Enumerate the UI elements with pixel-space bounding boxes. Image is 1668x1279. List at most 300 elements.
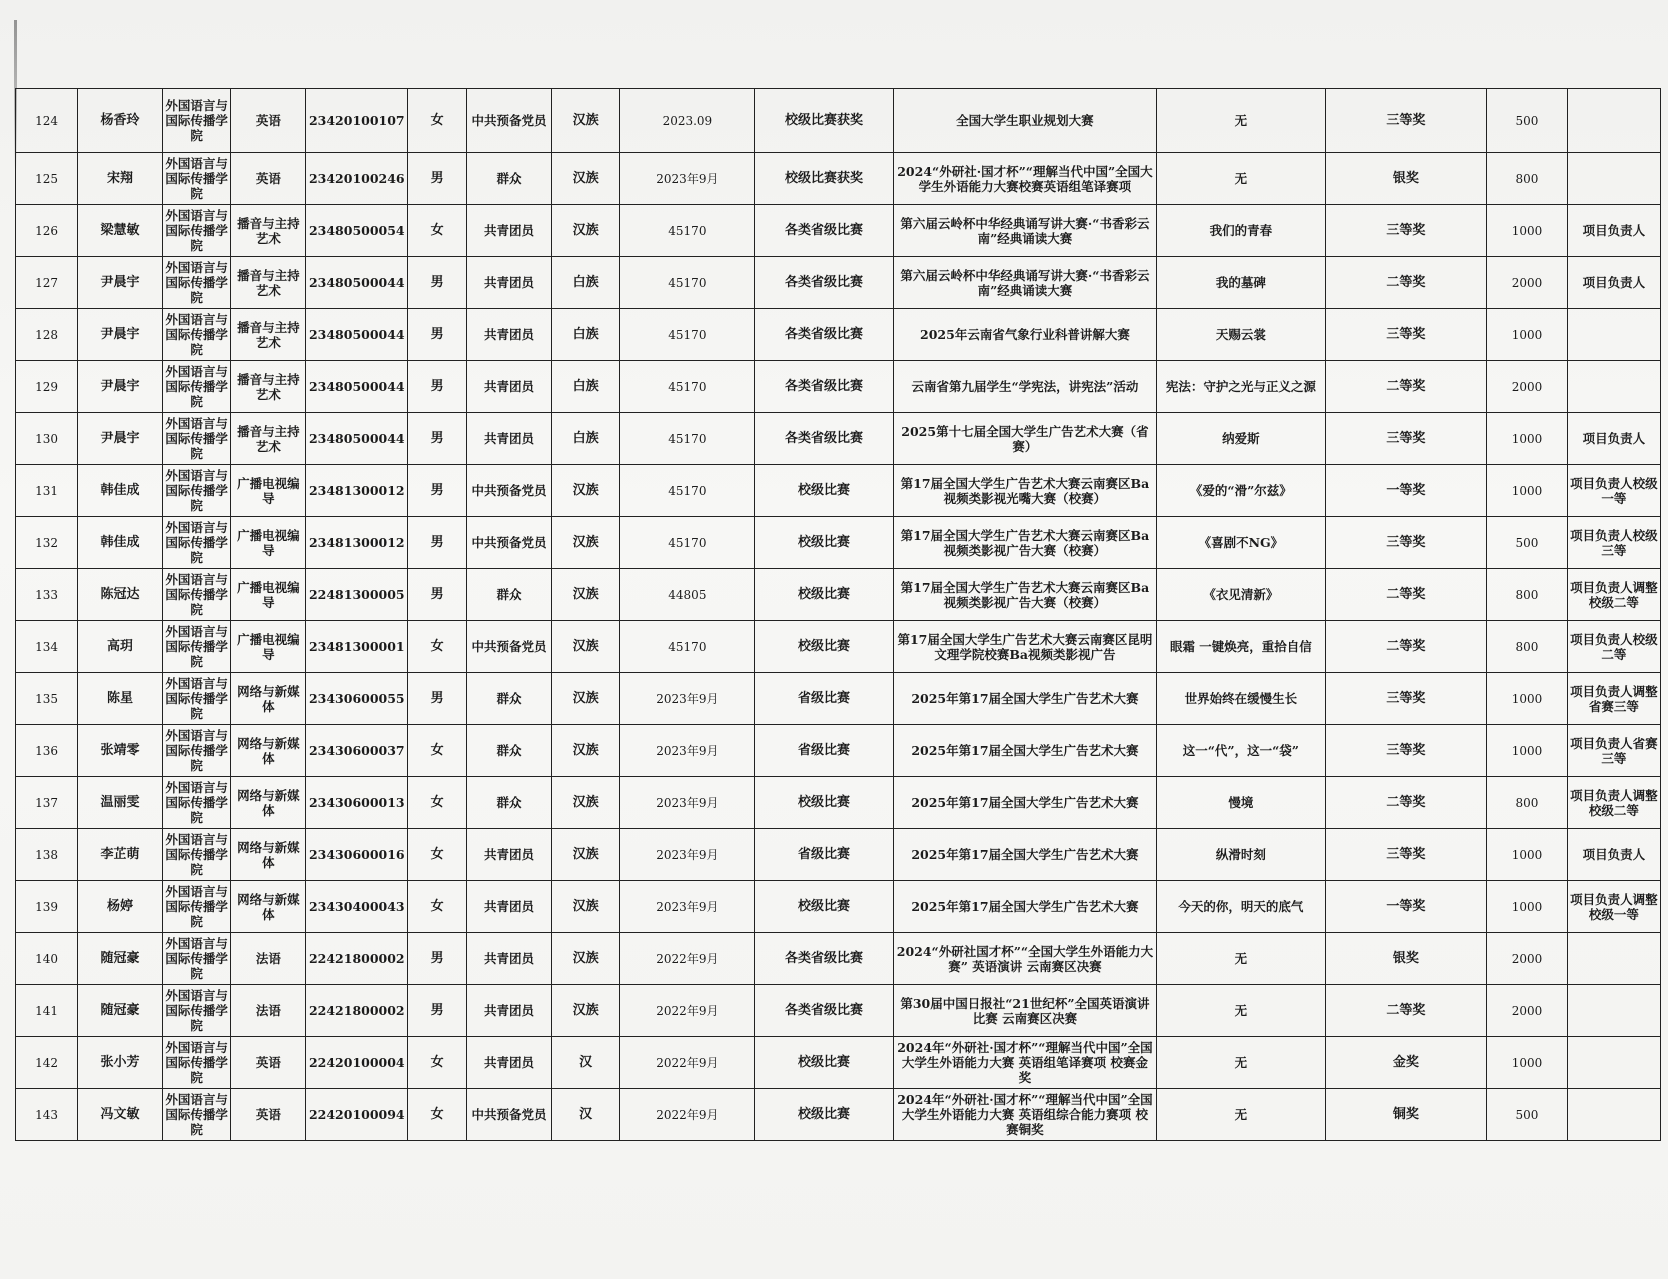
cell-amount: 1000 xyxy=(1487,413,1567,465)
cell-work: 无 xyxy=(1157,89,1325,153)
cell-major: 播音与主持艺术 xyxy=(231,205,306,257)
cell-level: 各类省级比赛 xyxy=(755,413,893,465)
cell-level: 省级比赛 xyxy=(755,829,893,881)
cell-note: 项目负责人校级三等 xyxy=(1567,517,1660,569)
cell-competition: 2025年第17届全国大学生广告艺术大赛 xyxy=(893,881,1157,933)
table-row xyxy=(16,205,1661,257)
cell-political-status: 群众 xyxy=(467,673,552,725)
table-row xyxy=(16,361,1661,413)
cell-level: 校级比赛 xyxy=(755,777,893,829)
cell-level: 校级比赛 xyxy=(755,621,893,673)
cell-award: 三等奖 xyxy=(1325,517,1487,569)
cell-enroll-date: 2023年9月 xyxy=(620,881,755,933)
cell-work: 宪法：守护之光与正义之源 xyxy=(1157,361,1325,413)
table-row xyxy=(16,153,1661,205)
cell-college: 外国语言与国际传播学院 xyxy=(162,985,231,1037)
cell-seq: 130 xyxy=(16,413,78,465)
cell-college: 外国语言与国际传播学院 xyxy=(162,465,231,517)
cell-competition: 第30届中国日报社“21世纪杯”全国英语演讲比赛 云南赛区决赛 xyxy=(893,985,1157,1037)
cell-award: 三等奖 xyxy=(1325,829,1487,881)
cell-note xyxy=(1567,153,1660,205)
cell-award: 三等奖 xyxy=(1325,89,1487,153)
cell-level: 校级比赛 xyxy=(755,517,893,569)
cell-ethnicity: 汉族 xyxy=(551,517,620,569)
cell-name: 随冠豪 xyxy=(78,985,163,1037)
cell-competition: 第六届云岭杯中华经典诵写讲大赛·“书香彩云南”经典诵读大赛 xyxy=(893,257,1157,309)
cell-gender: 男 xyxy=(408,569,467,621)
cell-level: 各类省级比赛 xyxy=(755,257,893,309)
table-row xyxy=(16,881,1661,933)
cell-note: 项目负责人调整校级二等 xyxy=(1567,569,1660,621)
cell-political-status: 共青团员 xyxy=(467,1037,552,1089)
cell-major: 网络与新媒体 xyxy=(231,881,306,933)
cell-major: 广播电视编导 xyxy=(231,569,306,621)
cell-level: 校级比赛获奖 xyxy=(755,89,893,153)
cell-political-status: 中共预备党员 xyxy=(467,621,552,673)
cell-college: 外国语言与国际传播学院 xyxy=(162,153,231,205)
cell-level: 省级比赛 xyxy=(755,673,893,725)
cell-political-status: 共青团员 xyxy=(467,933,552,985)
cell-college: 外国语言与国际传播学院 xyxy=(162,89,231,153)
cell-award: 二等奖 xyxy=(1325,777,1487,829)
cell-political-status: 共青团员 xyxy=(467,257,552,309)
cell-seq: 126 xyxy=(16,205,78,257)
cell-name: 宋翔 xyxy=(78,153,163,205)
cell-enroll-date: 2022年9月 xyxy=(620,1037,755,1089)
cell-ethnicity: 白族 xyxy=(551,309,620,361)
cell-amount: 2000 xyxy=(1487,361,1567,413)
cell-name: 李芷萌 xyxy=(78,829,163,881)
cell-political-status: 群众 xyxy=(467,725,552,777)
cell-gender: 男 xyxy=(408,465,467,517)
cell-seq: 134 xyxy=(16,621,78,673)
cell-award: 三等奖 xyxy=(1325,725,1487,777)
cell-major: 广播电视编导 xyxy=(231,465,306,517)
cell-competition: 第六届云岭杯中华经典诵写讲大赛·“书香彩云南”经典诵读大赛 xyxy=(893,205,1157,257)
cell-name: 随冠豪 xyxy=(78,933,163,985)
cell-gender: 男 xyxy=(408,673,467,725)
cell-political-status: 中共预备党员 xyxy=(467,517,552,569)
cell-work: 我的墓碑 xyxy=(1157,257,1325,309)
cell-name: 杨香玲 xyxy=(78,89,163,153)
cell-major: 网络与新媒体 xyxy=(231,725,306,777)
cell-work: 我们的青春 xyxy=(1157,205,1325,257)
cell-enroll-date: 2023.09 xyxy=(620,89,755,153)
cell-student-id: 22421800002 xyxy=(306,985,408,1037)
cell-seq: 129 xyxy=(16,361,78,413)
cell-seq: 132 xyxy=(16,517,78,569)
cell-ethnicity: 汉族 xyxy=(551,933,620,985)
cell-award: 二等奖 xyxy=(1325,569,1487,621)
cell-college: 外国语言与国际传播学院 xyxy=(162,257,231,309)
cell-work: 无 xyxy=(1157,933,1325,985)
cell-amount: 1000 xyxy=(1487,673,1567,725)
cell-name: 尹晨宇 xyxy=(78,309,163,361)
cell-competition: 2025年第17届全国大学生广告艺术大赛 xyxy=(893,777,1157,829)
cell-college: 外国语言与国际传播学院 xyxy=(162,881,231,933)
cell-note: 项目负责人校级一等 xyxy=(1567,465,1660,517)
cell-competition: 2025年第17届全国大学生广告艺术大赛 xyxy=(893,829,1157,881)
cell-name: 韩佳成 xyxy=(78,517,163,569)
cell-political-status: 共青团员 xyxy=(467,829,552,881)
cell-political-status: 共青团员 xyxy=(467,985,552,1037)
cell-student-id: 23430600037 xyxy=(306,725,408,777)
cell-competition: 全国大学生职业规划大赛 xyxy=(893,89,1157,153)
cell-enroll-date: 45170 xyxy=(620,257,755,309)
cell-seq: 125 xyxy=(16,153,78,205)
cell-enroll-date: 2022年9月 xyxy=(620,985,755,1037)
cell-college: 外国语言与国际传播学院 xyxy=(162,205,231,257)
cell-enroll-date: 2022年9月 xyxy=(620,1089,755,1141)
cell-level: 各类省级比赛 xyxy=(755,933,893,985)
cell-award: 三等奖 xyxy=(1325,673,1487,725)
cell-competition: 2025年云南省气象行业科普讲解大赛 xyxy=(893,309,1157,361)
cell-note xyxy=(1567,1089,1660,1141)
table-row xyxy=(16,933,1661,985)
cell-gender: 女 xyxy=(408,89,467,153)
cell-level: 各类省级比赛 xyxy=(755,309,893,361)
cell-work: 无 xyxy=(1157,153,1325,205)
cell-name: 陈星 xyxy=(78,673,163,725)
cell-amount: 500 xyxy=(1487,1089,1567,1141)
cell-level: 校级比赛 xyxy=(755,1037,893,1089)
cell-ethnicity: 汉族 xyxy=(551,569,620,621)
cell-level: 校级比赛 xyxy=(755,1089,893,1141)
cell-college: 外国语言与国际传播学院 xyxy=(162,725,231,777)
cell-seq: 127 xyxy=(16,257,78,309)
cell-seq: 141 xyxy=(16,985,78,1037)
cell-ethnicity: 汉族 xyxy=(551,881,620,933)
cell-award: 二等奖 xyxy=(1325,985,1487,1037)
cell-amount: 2000 xyxy=(1487,985,1567,1037)
table-row xyxy=(16,517,1661,569)
cell-note xyxy=(1567,1037,1660,1089)
cell-level: 各类省级比赛 xyxy=(755,205,893,257)
cell-competition: 2024“外研社国才杯”“全国大学生外语能力大赛” 英语演讲 云南赛区决赛 xyxy=(893,933,1157,985)
cell-name: 梁慧敏 xyxy=(78,205,163,257)
cell-gender: 女 xyxy=(408,881,467,933)
cell-gender: 男 xyxy=(408,257,467,309)
cell-enroll-date: 2022年9月 xyxy=(620,933,755,985)
cell-name: 尹晨宇 xyxy=(78,257,163,309)
cell-competition: 2025年第17届全国大学生广告艺术大赛 xyxy=(893,725,1157,777)
cell-award: 银奖 xyxy=(1325,933,1487,985)
cell-work: 《衣见清新》 xyxy=(1157,569,1325,621)
cell-award: 三等奖 xyxy=(1325,205,1487,257)
cell-college: 外国语言与国际传播学院 xyxy=(162,413,231,465)
table-row xyxy=(16,621,1661,673)
cell-competition: 2024“外研社·国才杯”“理解当代中国”全国大学生外语能力大赛校赛英语组笔译赛项 xyxy=(893,153,1157,205)
cell-name: 陈冠达 xyxy=(78,569,163,621)
cell-gender: 女 xyxy=(408,725,467,777)
cell-competition: 2024年“外研社·国才杯”“理解当代中国”全国大学生外语能力大赛 英语组综合能力赛项 校赛铜奖 xyxy=(893,1089,1157,1141)
cell-gender: 男 xyxy=(408,413,467,465)
cell-note xyxy=(1567,933,1660,985)
table-row xyxy=(16,777,1661,829)
cell-note xyxy=(1567,309,1660,361)
cell-seq: 140 xyxy=(16,933,78,985)
cell-competition: 2025第十七届全国大学生广告艺术大赛（省赛） xyxy=(893,413,1157,465)
cell-college: 外国语言与国际传播学院 xyxy=(162,777,231,829)
cell-student-id: 23480500054 xyxy=(306,205,408,257)
cell-note: 项目负责人校级二等 xyxy=(1567,621,1660,673)
cell-amount: 1000 xyxy=(1487,205,1567,257)
cell-gender: 男 xyxy=(408,517,467,569)
table-row xyxy=(16,257,1661,309)
table-row xyxy=(16,413,1661,465)
cell-student-id: 23430600055 xyxy=(306,673,408,725)
cell-competition: 第17届全国大学生广告艺术大赛云南赛区昆明文理学院校赛Ba视频类影视广告 xyxy=(893,621,1157,673)
table-row xyxy=(16,1089,1661,1141)
cell-competition: 第17届全国大学生广告艺术大赛云南赛区Ba视频类影视广告大赛（校赛） xyxy=(893,569,1157,621)
cell-gender: 女 xyxy=(408,829,467,881)
cell-note xyxy=(1567,985,1660,1037)
cell-student-id: 23420100246 xyxy=(306,153,408,205)
cell-amount: 1000 xyxy=(1487,829,1567,881)
cell-award: 三等奖 xyxy=(1325,413,1487,465)
cell-major: 播音与主持艺术 xyxy=(231,309,306,361)
cell-seq: 137 xyxy=(16,777,78,829)
cell-enroll-date: 45170 xyxy=(620,517,755,569)
table-row xyxy=(16,1037,1661,1089)
cell-major: 广播电视编导 xyxy=(231,621,306,673)
cell-level: 校级比赛 xyxy=(755,569,893,621)
cell-student-id: 23480500044 xyxy=(306,309,408,361)
table-row xyxy=(16,569,1661,621)
cell-name: 尹晨宇 xyxy=(78,361,163,413)
cell-seq: 138 xyxy=(16,829,78,881)
cell-ethnicity: 白族 xyxy=(551,257,620,309)
cell-student-id: 23480500044 xyxy=(306,361,408,413)
cell-note xyxy=(1567,361,1660,413)
cell-seq: 136 xyxy=(16,725,78,777)
cell-college: 外国语言与国际传播学院 xyxy=(162,361,231,413)
cell-competition: 第17届全国大学生广告艺术大赛云南赛区Ba视频类影视光嘴大赛（校赛） xyxy=(893,465,1157,517)
cell-political-status: 群众 xyxy=(467,569,552,621)
cell-ethnicity: 汉族 xyxy=(551,465,620,517)
cell-work: 慢境 xyxy=(1157,777,1325,829)
cell-work: 《爱的“滑”尔兹》 xyxy=(1157,465,1325,517)
cell-ethnicity: 汉族 xyxy=(551,777,620,829)
cell-seq: 128 xyxy=(16,309,78,361)
cell-gender: 男 xyxy=(408,933,467,985)
cell-major: 英语 xyxy=(231,153,306,205)
cell-enroll-date: 2023年9月 xyxy=(620,725,755,777)
table-row xyxy=(16,465,1661,517)
cell-level: 校级比赛 xyxy=(755,465,893,517)
cell-enroll-date: 45170 xyxy=(620,309,755,361)
cell-amount: 800 xyxy=(1487,621,1567,673)
cell-note: 项目负责人 xyxy=(1567,829,1660,881)
cell-ethnicity: 汉族 xyxy=(551,205,620,257)
cell-award: 三等奖 xyxy=(1325,309,1487,361)
cell-college: 外国语言与国际传播学院 xyxy=(162,829,231,881)
cell-ethnicity: 汉族 xyxy=(551,153,620,205)
cell-enroll-date: 45170 xyxy=(620,361,755,413)
cell-gender: 女 xyxy=(408,621,467,673)
cell-note: 项目负责人 xyxy=(1567,205,1660,257)
cell-work: 《喜剧不NG》 xyxy=(1157,517,1325,569)
table-row xyxy=(16,309,1661,361)
cell-seq: 143 xyxy=(16,1089,78,1141)
cell-name: 韩佳成 xyxy=(78,465,163,517)
cell-major: 英语 xyxy=(231,89,306,153)
cell-name: 尹晨宇 xyxy=(78,413,163,465)
cell-major: 网络与新媒体 xyxy=(231,829,306,881)
cell-work: 无 xyxy=(1157,985,1325,1037)
cell-political-status: 群众 xyxy=(467,153,552,205)
cell-enroll-date: 44805 xyxy=(620,569,755,621)
cell-gender: 女 xyxy=(408,205,467,257)
cell-major: 英语 xyxy=(231,1037,306,1089)
cell-competition: 云南省第九届学生“学宪法，讲宪法”活动 xyxy=(893,361,1157,413)
cell-student-id: 22481300005 xyxy=(306,569,408,621)
cell-gender: 女 xyxy=(408,1089,467,1141)
cell-major: 播音与主持艺术 xyxy=(231,413,306,465)
cell-major: 法语 xyxy=(231,985,306,1037)
cell-name: 温丽雯 xyxy=(78,777,163,829)
table-row xyxy=(16,673,1661,725)
cell-gender: 男 xyxy=(408,361,467,413)
cell-college: 外国语言与国际传播学院 xyxy=(162,517,231,569)
cell-student-id: 23430400043 xyxy=(306,881,408,933)
cell-political-status: 中共预备党员 xyxy=(467,89,552,153)
cell-major: 网络与新媒体 xyxy=(231,673,306,725)
cell-competition: 2025年第17届全国大学生广告艺术大赛 xyxy=(893,673,1157,725)
cell-level: 校级比赛 xyxy=(755,881,893,933)
cell-college: 外国语言与国际传播学院 xyxy=(162,621,231,673)
cell-award: 二等奖 xyxy=(1325,621,1487,673)
cell-name: 高玥 xyxy=(78,621,163,673)
cell-ethnicity: 白族 xyxy=(551,413,620,465)
cell-college: 外国语言与国际传播学院 xyxy=(162,309,231,361)
cell-ethnicity: 汉族 xyxy=(551,89,620,153)
cell-work: 眼霜 一键焕亮，重拾自信 xyxy=(1157,621,1325,673)
cell-college: 外国语言与国际传播学院 xyxy=(162,933,231,985)
cell-student-id: 23481300012 xyxy=(306,517,408,569)
cell-work: 无 xyxy=(1157,1089,1325,1141)
cell-political-status: 群众 xyxy=(467,777,552,829)
table-row xyxy=(16,725,1661,777)
cell-seq: 133 xyxy=(16,569,78,621)
cell-ethnicity: 汉 xyxy=(551,1089,620,1141)
cell-amount: 2000 xyxy=(1487,933,1567,985)
cell-gender: 男 xyxy=(408,309,467,361)
cell-amount: 1000 xyxy=(1487,1037,1567,1089)
cell-student-id: 23481300001 xyxy=(306,621,408,673)
cell-enroll-date: 2023年9月 xyxy=(620,673,755,725)
cell-ethnicity: 汉 xyxy=(551,1037,620,1089)
cell-work: 世界始终在缓慢生长 xyxy=(1157,673,1325,725)
cell-seq: 142 xyxy=(16,1037,78,1089)
cell-ethnicity: 汉族 xyxy=(551,673,620,725)
cell-college: 外国语言与国际传播学院 xyxy=(162,569,231,621)
cell-amount: 500 xyxy=(1487,517,1567,569)
cell-student-id: 23430600016 xyxy=(306,829,408,881)
cell-major: 法语 xyxy=(231,933,306,985)
cell-ethnicity: 汉族 xyxy=(551,829,620,881)
cell-work: 今天的你，明天的底气 xyxy=(1157,881,1325,933)
cell-note: 项目负责人调整校级一等 xyxy=(1567,881,1660,933)
cell-work: 无 xyxy=(1157,1037,1325,1089)
cell-award: 铜奖 xyxy=(1325,1089,1487,1141)
award-table xyxy=(15,88,1661,1141)
cell-enroll-date: 2023年9月 xyxy=(620,829,755,881)
cell-amount: 800 xyxy=(1487,777,1567,829)
cell-political-status: 共青团员 xyxy=(467,413,552,465)
cell-amount: 1000 xyxy=(1487,725,1567,777)
cell-amount: 800 xyxy=(1487,153,1567,205)
cell-seq: 124 xyxy=(16,89,78,153)
table-row xyxy=(16,985,1661,1037)
cell-seq: 135 xyxy=(16,673,78,725)
cell-amount: 1000 xyxy=(1487,465,1567,517)
cell-political-status: 共青团员 xyxy=(467,205,552,257)
cell-student-id: 23480500044 xyxy=(306,257,408,309)
cell-student-id: 22420100094 xyxy=(306,1089,408,1141)
cell-note: 项目负责人调整省赛三等 xyxy=(1567,673,1660,725)
cell-award: 二等奖 xyxy=(1325,361,1487,413)
cell-ethnicity: 汉族 xyxy=(551,725,620,777)
cell-major: 播音与主持艺术 xyxy=(231,257,306,309)
cell-level: 校级比赛获奖 xyxy=(755,153,893,205)
cell-seq: 131 xyxy=(16,465,78,517)
cell-name: 张靖零 xyxy=(78,725,163,777)
cell-note: 项目负责人调整校级二等 xyxy=(1567,777,1660,829)
cell-note xyxy=(1567,89,1660,153)
cell-note: 项目负责人 xyxy=(1567,257,1660,309)
cell-major: 播音与主持艺术 xyxy=(231,361,306,413)
cell-ethnicity: 汉族 xyxy=(551,985,620,1037)
cell-college: 外国语言与国际传播学院 xyxy=(162,1037,231,1089)
cell-note: 项目负责人 xyxy=(1567,413,1660,465)
table-row xyxy=(16,829,1661,881)
cell-student-id: 23480500044 xyxy=(306,413,408,465)
cell-name: 冯文敏 xyxy=(78,1089,163,1141)
cell-major: 网络与新媒体 xyxy=(231,777,306,829)
cell-student-id: 23481300012 xyxy=(306,465,408,517)
cell-political-status: 共青团员 xyxy=(467,309,552,361)
cell-name: 张小芳 xyxy=(78,1037,163,1089)
cell-level: 各类省级比赛 xyxy=(755,361,893,413)
cell-college: 外国语言与国际传播学院 xyxy=(162,673,231,725)
cell-enroll-date: 45170 xyxy=(620,621,755,673)
cell-major: 广播电视编导 xyxy=(231,517,306,569)
cell-competition: 2024年“外研社·国才杯”“理解当代中国”全国大学生外语能力大赛 英语组笔译赛项 校赛金奖 xyxy=(893,1037,1157,1089)
cell-work: 这一“代”，这一“袋” xyxy=(1157,725,1325,777)
cell-level: 省级比赛 xyxy=(755,725,893,777)
cell-amount: 2000 xyxy=(1487,257,1567,309)
cell-student-id: 23430600013 xyxy=(306,777,408,829)
cell-award: 一等奖 xyxy=(1325,465,1487,517)
table-row xyxy=(16,89,1661,153)
cell-seq: 139 xyxy=(16,881,78,933)
cell-award: 银奖 xyxy=(1325,153,1487,205)
cell-college: 外国语言与国际传播学院 xyxy=(162,1089,231,1141)
cell-award: 金奖 xyxy=(1325,1037,1487,1089)
cell-note: 项目负责人省赛三等 xyxy=(1567,725,1660,777)
cell-political-status: 中共预备党员 xyxy=(467,465,552,517)
cell-work: 纵滑时刻 xyxy=(1157,829,1325,881)
cell-work: 纳爱斯 xyxy=(1157,413,1325,465)
cell-enroll-date: 2023年9月 xyxy=(620,153,755,205)
cell-enroll-date: 45170 xyxy=(620,465,755,517)
cell-gender: 男 xyxy=(408,985,467,1037)
cell-award: 一等奖 xyxy=(1325,881,1487,933)
cell-student-id: 22420100004 xyxy=(306,1037,408,1089)
cell-gender: 女 xyxy=(408,1037,467,1089)
cell-major: 英语 xyxy=(231,1089,306,1141)
